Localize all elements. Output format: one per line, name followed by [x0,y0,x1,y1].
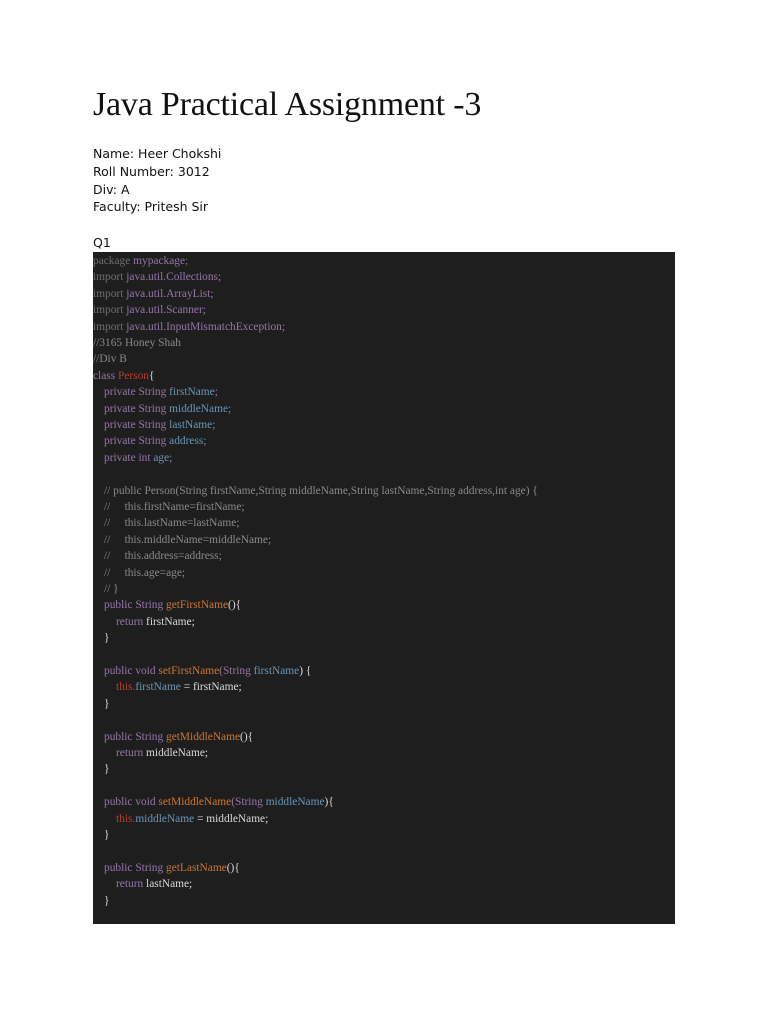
code-token: middleName [135,812,195,825]
code-line [93,729,253,745]
code-token: getMiddleName [166,730,241,743]
code-line [93,745,208,761]
code-token: java.util.Scanner; [126,304,206,317]
code-line [93,532,271,548]
code-token: import [93,320,127,333]
code-token: ; [212,419,216,431]
code-line [93,269,221,285]
code-token: return [116,615,147,628]
code-token: // this.firstName=firstName; [104,501,245,513]
code-token: getFirstName [166,599,229,612]
code-block [93,252,675,924]
code-token: } [104,632,110,645]
code-token: firstName; [146,615,195,628]
code-token: (String [231,796,266,809]
code-line [93,876,192,892]
code-token: lastName [169,419,213,431]
code-line [93,614,195,630]
code-token: (){ [228,599,242,612]
code-line [93,515,240,531]
code-token: (){ [226,861,240,874]
code-token: public void [104,665,159,677]
code-token: java.util.ArrayList; [126,287,214,300]
code-token: (String [219,665,254,677]
code-token: //Div B [93,353,127,366]
code-token: return [116,747,147,759]
code-token: setFirstName [158,665,220,677]
code-line [93,499,245,515]
code-token: ; [185,255,189,267]
question-label: Q1 [93,235,111,250]
student-name: Name: Heer Chokshi [93,146,222,161]
code-token: ; [169,451,173,464]
document-title: Java Practical Assignment -3 [93,86,482,123]
code-token: java.util.Collections; [126,271,222,284]
code-line [93,597,241,613]
code-line [93,368,154,384]
code-token: ){ [324,796,334,809]
code-token: //3165 Honey Shah [93,337,181,349]
code-line [93,450,172,466]
code-token: class [93,369,118,382]
code-line [93,286,214,302]
code-line [93,679,242,695]
code-token: private String [104,386,170,399]
code-line [93,319,285,335]
code-token: // this.age=age; [104,566,186,579]
code-line [93,548,222,564]
code-line [93,663,311,679]
code-line [93,811,268,827]
code-token: // public Person(String firstName,String middleName,String lastName,String address,int age) { [104,484,538,497]
code-token: import [93,304,127,317]
code-token: middleName [265,796,325,809]
code-token: setMiddleName [158,796,232,809]
code-token: public String [104,599,167,612]
code-token: middleName [169,402,229,415]
code-token: getLastName [166,861,227,874]
code-token: java.util.InputMismatchException; [126,320,286,333]
code-token: address [169,435,204,448]
code-line [93,827,109,843]
code-line [93,401,231,417]
code-token: (){ [240,730,254,743]
code-token: private int [104,451,154,464]
code-token: // } [104,583,119,595]
code-token: private String [104,419,170,431]
code-token: = middleName; [194,812,269,825]
code-line [93,433,207,449]
code-token: firstName [135,681,181,694]
code-token: } [104,829,110,841]
code-line [93,302,206,318]
code-token: // this.address=address; [104,550,222,563]
code-token: Person [118,369,150,382]
code-line [93,696,109,712]
student-info [93,145,221,216]
code-token: ; [203,435,207,448]
code-token: // this.middleName=middleName; [104,533,272,546]
code-line [93,565,185,581]
code-token: mypackage [133,255,186,267]
code-token: ; [228,402,232,415]
code-line [93,384,218,400]
code-line [93,581,119,597]
code-token: private String [104,435,170,448]
code-line [93,351,127,367]
code-token: = firstName; [180,681,242,694]
code-token: public String [104,730,167,743]
code-token: return [116,878,147,891]
code-line [93,630,109,646]
division: Div: A [93,181,130,197]
roll-number: Roll Number: 3012 [93,163,210,179]
code-token: public String [104,861,167,874]
code-token: middleName; [146,747,209,759]
code-token: lastName; [146,878,193,891]
code-token: public void [104,796,159,809]
code-line [93,860,240,876]
code-line [93,253,188,269]
code-line [93,794,334,810]
code-token: import [93,287,127,300]
code-token: this. [116,681,136,694]
code-token: } [104,697,110,710]
code-token: firstName [169,386,215,399]
code-token: // this.lastName=lastName; [104,517,240,530]
code-token: package [93,255,134,267]
code-token: ; [214,386,218,399]
code-token: firstName [253,665,300,677]
code-token: private String [104,402,170,415]
code-line [93,335,181,351]
code-token: age [153,451,170,464]
code-token: } [104,894,110,907]
code-token: { [149,369,155,382]
code-line [93,761,109,777]
code-token: } [104,763,110,776]
code-line [93,417,215,433]
code-token: import [93,271,127,284]
faculty: Faculty: Pritesh Sir [93,199,209,215]
code-line [93,483,538,499]
code-line [93,893,109,909]
code-token: this. [116,812,136,825]
code-token: ) { [299,665,312,677]
